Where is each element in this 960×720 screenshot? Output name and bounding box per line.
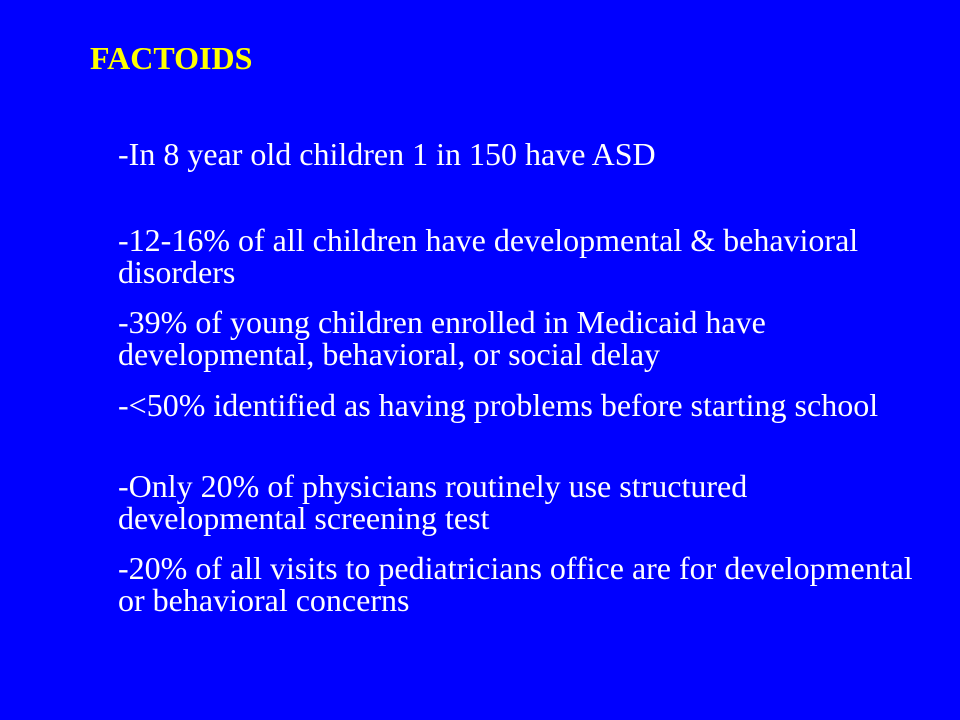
fact-item: -In 8 year old children 1 in 150 have ASD xyxy=(118,136,656,172)
fact-item: -<50% identified as having problems before starting school xyxy=(118,387,879,423)
fact-item: -39% of young children enrolled in Medicaid have developmental, behavioral, or social delay xyxy=(118,304,766,372)
fact-item: -20% of all visits to pediatricians office are for developmental or behavioral concerns xyxy=(118,550,913,618)
slide-title: FACTOIDS xyxy=(90,40,253,76)
fact-item: -12-16% of all children have developmental & behavioral disorders xyxy=(118,222,859,290)
fact-item: -Only 20% of physicians routinely use structured developmental screening test xyxy=(118,468,748,536)
